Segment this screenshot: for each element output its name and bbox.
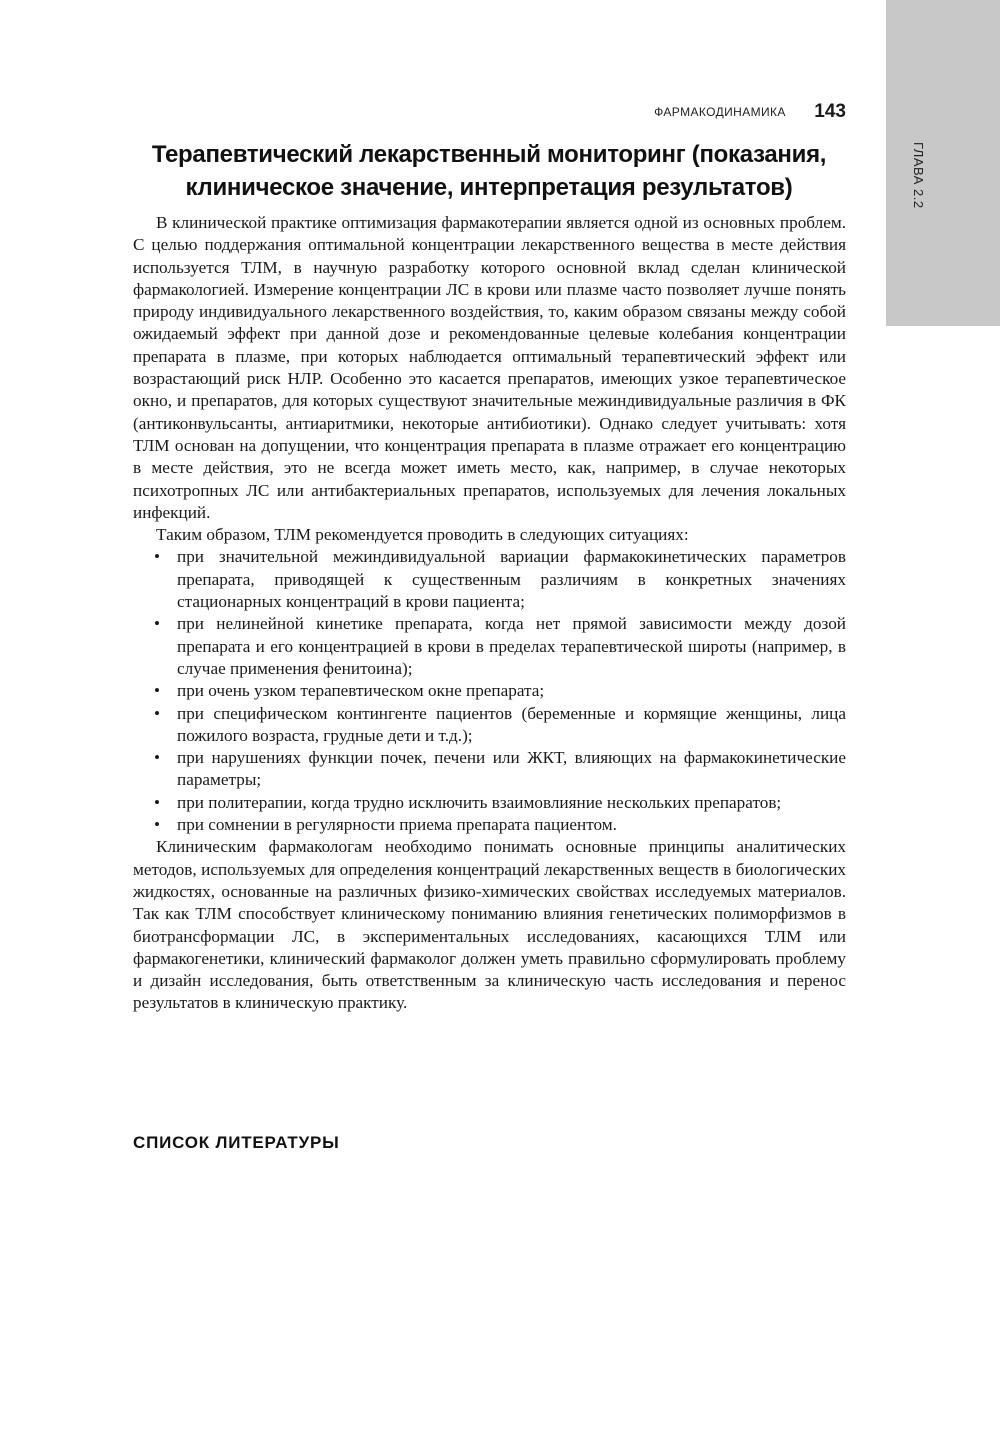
list-item [154, 814, 846, 836]
list-item-text: при специфическом контингенте пациентов (беременные и кормящие женщины, лица пожилого возраста, грудные дети и т.д.); [177, 703, 846, 745]
indications-list [133, 546, 846, 836]
section-title: Терапевтический лекарственный мониторинг (показания, клиническое значение, интерпретация результатов) [151, 141, 827, 201]
bullet-icon: • [154, 748, 161, 768]
list-item-text: при политерапии, когда трудно исключить взаимовлияние нескольких препаратов; [177, 792, 782, 812]
running-head-title: ФАРМАКОДИНАМИКА [654, 105, 786, 119]
list-item [154, 747, 846, 792]
list-item-text: при нарушениях функции почек, печени или ЖКТ, влияющих на фармакокинетические параметры; [177, 748, 846, 790]
bullet-icon: • [154, 815, 161, 835]
list-item-text: при очень узком терапевтическом окне препарата; [177, 681, 545, 701]
bullet-icon: • [154, 681, 161, 701]
chapter-tab-label: ГЛАВА 2.2 [911, 142, 926, 209]
bullet-icon: • [154, 614, 161, 634]
paragraph: Клиническим фармакологам необходимо понимать основные принципы аналитических методов, используемых для определения концентраций лекарственных веществ в биологических жидкостях, основанные на различных физико-химических свойствах исследуемых материалов. Так как ТЛМ способствует клиническому пониманию влияния генетических полиморфизмов в биотрансформации ЛС, в экспериментальных исследованиях, касающихся ТЛМ или фармакогенетики, клинический фармаколог должен уметь правильно сформулировать проблему и дизайн исследования, быть ответственным за клиническую часть исследования и перенос результатов в клиническую практику. [133, 837, 846, 1013]
list-item [154, 680, 846, 702]
list-item [154, 703, 846, 748]
bullet-icon: • [154, 547, 161, 567]
list-item [154, 792, 846, 814]
list-item-text: при сомнении в регулярности приема препарата пациентом. [177, 815, 617, 835]
paragraph: В клинической практике оптимизация фармакотерапии является одной из основных проблем. С целью поддержания оптимальной концентрации лекарственного вещества в месте действия используется ТЛМ, в научную разработку которого основной вклад сделан клинической фармакологией. Измерение концентрации ЛС в крови или плазме часто позволяет лучше понять природу индивидуального лекарственного воздействия, то, каким образом связаны между собой ожидаемый эффект при данной дозе и рекомендованные целевые колебания концентрации препарата в плазме, при которых наблюдается оптимальный терапевтический эффект или возрастающий риск НЛР. Особенно это касается препаратов, имеющих узкое терапевтическое окно, и препаратов, для которых существуют значительные межиндивидуальные различия в ФК (антиконвульсанты, антиаритмики, некоторые антибиотики). Однако следует учитывать: хотя ТЛМ основан на допущении, что концентрация препарата в плазме отражает его концентрацию в месте действия, это не всегда может иметь место, как, например, в случае некоторых психотропных ЛС или антибактериальных препаратов, используемых для лечения локальных инфекций. [133, 213, 846, 522]
paragraph: Таким образом, ТЛМ рекомендуется проводить в следующих ситуациях: [156, 525, 689, 545]
references-heading: СПИСОК ЛИТЕРАТУРЫ [133, 1133, 340, 1152]
list-item-text: при нелинейной кинетике препарата, когда нет прямой зависимости между дозой препарата и его концентрацией в крови в пределах терапевтической широты (например, в случае применения фенитоина); [177, 614, 846, 678]
list-item-text: при значительной межиндивидуальной вариации фармакокинетических параметров препарата, приводящей к существенным различиям в конкретных значениях стационарных концентраций в крови пациента; [177, 547, 846, 612]
body-text [133, 212, 846, 1015]
page-number: 143 [814, 101, 846, 122]
chapter-side-tab [886, 0, 1000, 326]
running-head [560, 101, 846, 129]
list-item [154, 546, 846, 613]
bullet-icon: • [154, 792, 161, 812]
list-item [154, 613, 846, 680]
bullet-icon: • [154, 703, 161, 723]
